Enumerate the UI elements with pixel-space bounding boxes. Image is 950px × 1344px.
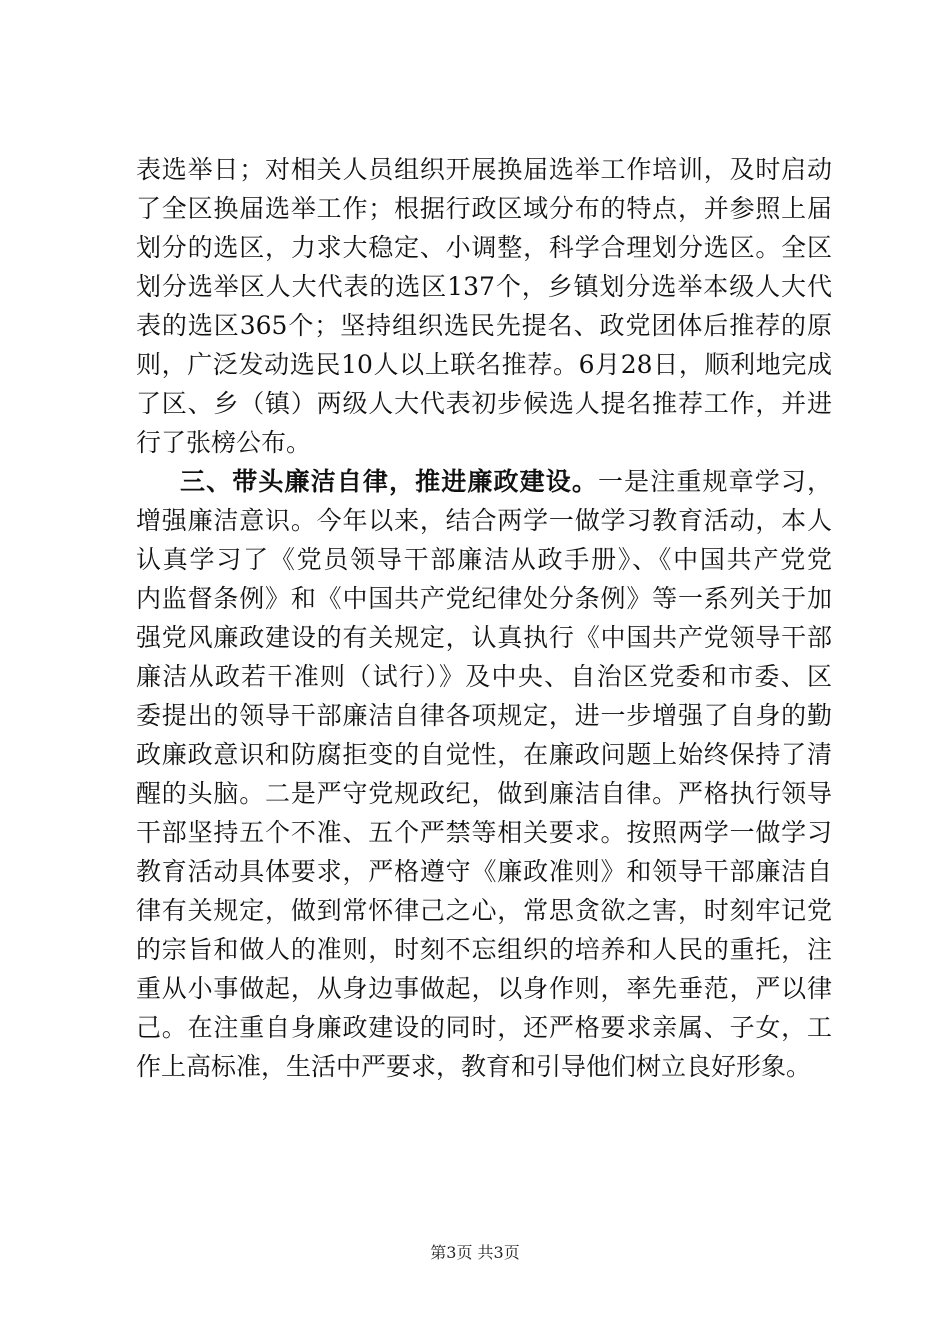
text-line: 划分选举区人大代表的选区137个，乡镇划分选举本级人大代	[136, 272, 832, 301]
text-line: 委提出的领导干部廉洁自律各项规定，进一步增强了自身的勤	[136, 701, 832, 730]
text-line: 己。在注重自身廉政建设的同时，还严格要求亲属、子女，工	[136, 1013, 832, 1042]
text-segment: 一是注重规章学习，	[597, 467, 832, 496]
text-line: 政廉政意识和防腐拒变的自觉性，在廉政问题上始终保持了清	[136, 740, 832, 769]
text-line: 认真学习了《党员领导干部廉洁从政手册》、《中国共产党党	[136, 545, 832, 574]
page-footer	[0, 1243, 950, 1263]
text-line: 教育活动具体要求，严格遵守《廉政准则》和领导干部廉洁自	[136, 857, 832, 886]
text-line: 表的选区365个；坚持组织选民先提名、政党团体后推荐的原	[136, 311, 832, 340]
text-line: 的宗旨和做人的准则，时刻不忘组织的培养和人民的重托，注	[136, 935, 832, 964]
text-line: 醒的头脑。二是严守党规政纪，做到廉洁自律。严格执行领导	[136, 779, 832, 808]
text-line-first	[136, 462, 832, 501]
text-line: 重从小事做起，从身边事做起，以身作则，率先垂范，严以律	[136, 974, 832, 1003]
page-number: 第3页 共3页	[430, 1243, 520, 1262]
text-line: 作上高标准，生活中严要求，教育和引导他们树立良好形象。	[136, 1052, 812, 1081]
text-line: 增强廉洁意识。今年以来，结合两学一做学习教育活动，本人	[136, 506, 832, 535]
text-line: 内监督条例》和《中国共产党纪律处分条例》等一系列关于加	[136, 584, 832, 613]
text-line: 了全区换届选举工作；根据行政区域分布的特点，并参照上届	[136, 194, 832, 223]
text-line: 强党风廉政建设的有关规定，认真执行《中国共产党领导干部	[136, 623, 832, 652]
text-line: 廉洁从政若干准则（试行）》及中央、自治区党委和市委、区	[136, 662, 832, 691]
section-heading: 三、带头廉洁自律，推进廉政建设。	[180, 467, 598, 496]
paragraph-election-work	[136, 150, 832, 462]
paragraph-integrity	[136, 462, 832, 1086]
text-line: 划分的选区，力求大稳定、小调整，科学合理划分选区。全区	[136, 233, 832, 262]
text-line: 则，广泛发动选民10人以上联名推荐。6月28日，顺利地完成	[136, 350, 832, 379]
text-line: 了区、乡（镇）两级人大代表初步候选人提名推荐工作，并进	[136, 389, 832, 418]
text-line: 表选举日；对相关人员组织开展换届选举工作培训，及时启动	[136, 155, 832, 184]
document-body	[136, 150, 832, 1086]
text-line: 律有关规定，做到常怀律己之心，常思贪欲之害，时刻牢记党	[136, 896, 832, 925]
text-line: 干部坚持五个不准、五个严禁等相关要求。按照两学一做学习	[136, 818, 832, 847]
text-line: 行了张榜公布。	[136, 428, 312, 457]
